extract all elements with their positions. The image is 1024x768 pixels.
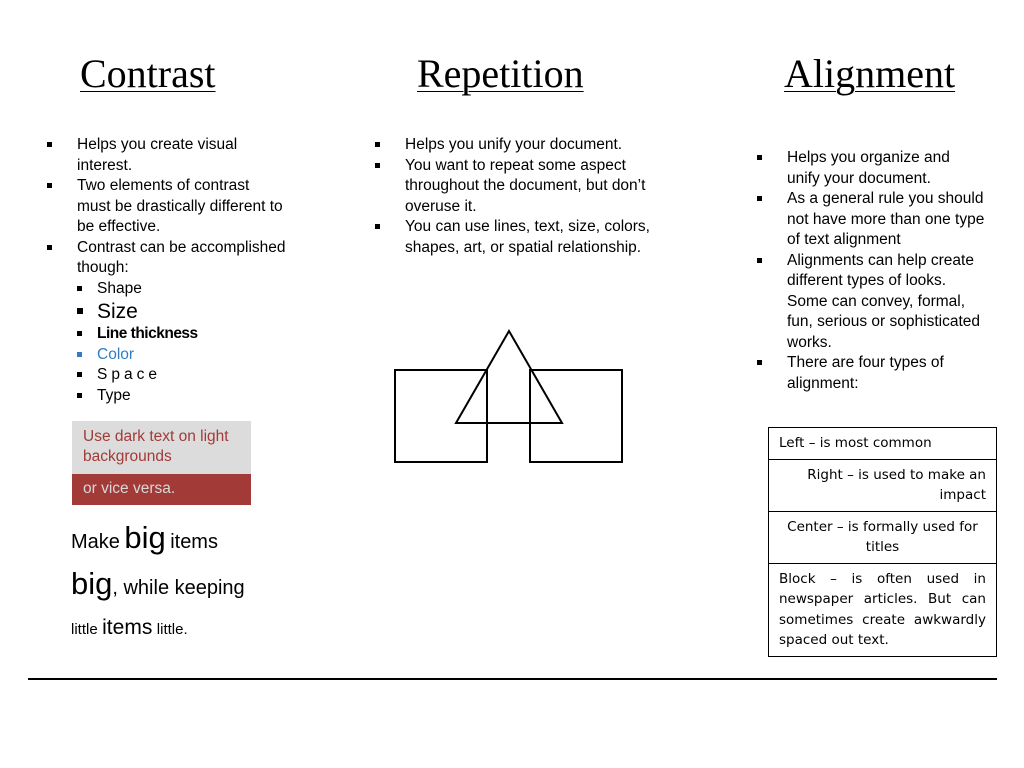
alignment-types-table bbox=[768, 427, 997, 657]
block-align-cell: Block – is often used in newspaper articles. But can sometimes create awkwardly spaced out text. bbox=[769, 563, 997, 656]
center-align-cell: Center – is formally used for titles bbox=[769, 511, 997, 563]
list-item: As a general rule you should not have more than one type of text alignment bbox=[756, 189, 986, 251]
sub-item-size: Size bbox=[77, 299, 286, 324]
sub-item-space: Space bbox=[77, 365, 286, 386]
sub-item-color: Color bbox=[77, 345, 286, 366]
repetition-title: Repetition bbox=[417, 51, 584, 96]
table-row bbox=[769, 428, 997, 460]
left-square bbox=[395, 370, 487, 462]
contrast-sub-list bbox=[77, 279, 286, 407]
list-item: There are four types of alignment: bbox=[756, 353, 986, 394]
right-align-cell: Right – is used to make an impact bbox=[769, 459, 997, 511]
list-item: You want to repeat some aspect throughout the document, but don’t overuse it. bbox=[374, 156, 654, 218]
list-item: Helps you create visual interest. bbox=[46, 135, 286, 176]
table-row bbox=[769, 459, 997, 511]
triangle bbox=[456, 331, 562, 423]
repetition-bullet-list bbox=[374, 135, 654, 258]
list-item: Helps you organize and unify your document. bbox=[756, 148, 986, 189]
dark-background-text: or vice versa. bbox=[72, 474, 251, 505]
contrast-bullet-list bbox=[46, 135, 286, 406]
table-row bbox=[769, 511, 997, 563]
contrast-example-box bbox=[72, 421, 251, 505]
list-item: Alignments can help create different types of looks. Some can convey, formal, fun, serious or sophisticated works. bbox=[756, 251, 986, 354]
list-item: Two elements of contrast must be drastically different to be effective. bbox=[46, 176, 286, 238]
list-item: Contrast can be accomplished though: Shape Size Line thickness Color Space Type bbox=[46, 238, 286, 407]
sub-item-type: Type bbox=[77, 386, 286, 407]
light-background-text: Use dark text on light backgrounds bbox=[72, 421, 251, 474]
alignment-bullet-list bbox=[756, 148, 986, 394]
list-item: You can use lines, text, size, colors, shapes, art, or spatial relationship. bbox=[374, 217, 654, 258]
bottom-divider bbox=[28, 678, 997, 680]
repetition-shapes-illustration bbox=[386, 322, 631, 470]
right-square bbox=[530, 370, 622, 462]
contrast-title: Contrast bbox=[80, 51, 216, 96]
size-contrast-example: Make big items big, while keeping little items little. bbox=[71, 520, 245, 639]
sub-item-shape: Shape bbox=[77, 279, 286, 300]
list-item: Helps you unify your document. bbox=[374, 135, 654, 156]
alignment-title: Alignment bbox=[784, 51, 956, 96]
left-align-cell: Left – is most common bbox=[769, 428, 997, 460]
table-row bbox=[769, 563, 997, 656]
sub-item-line-thickness: Line thickness bbox=[77, 324, 286, 345]
